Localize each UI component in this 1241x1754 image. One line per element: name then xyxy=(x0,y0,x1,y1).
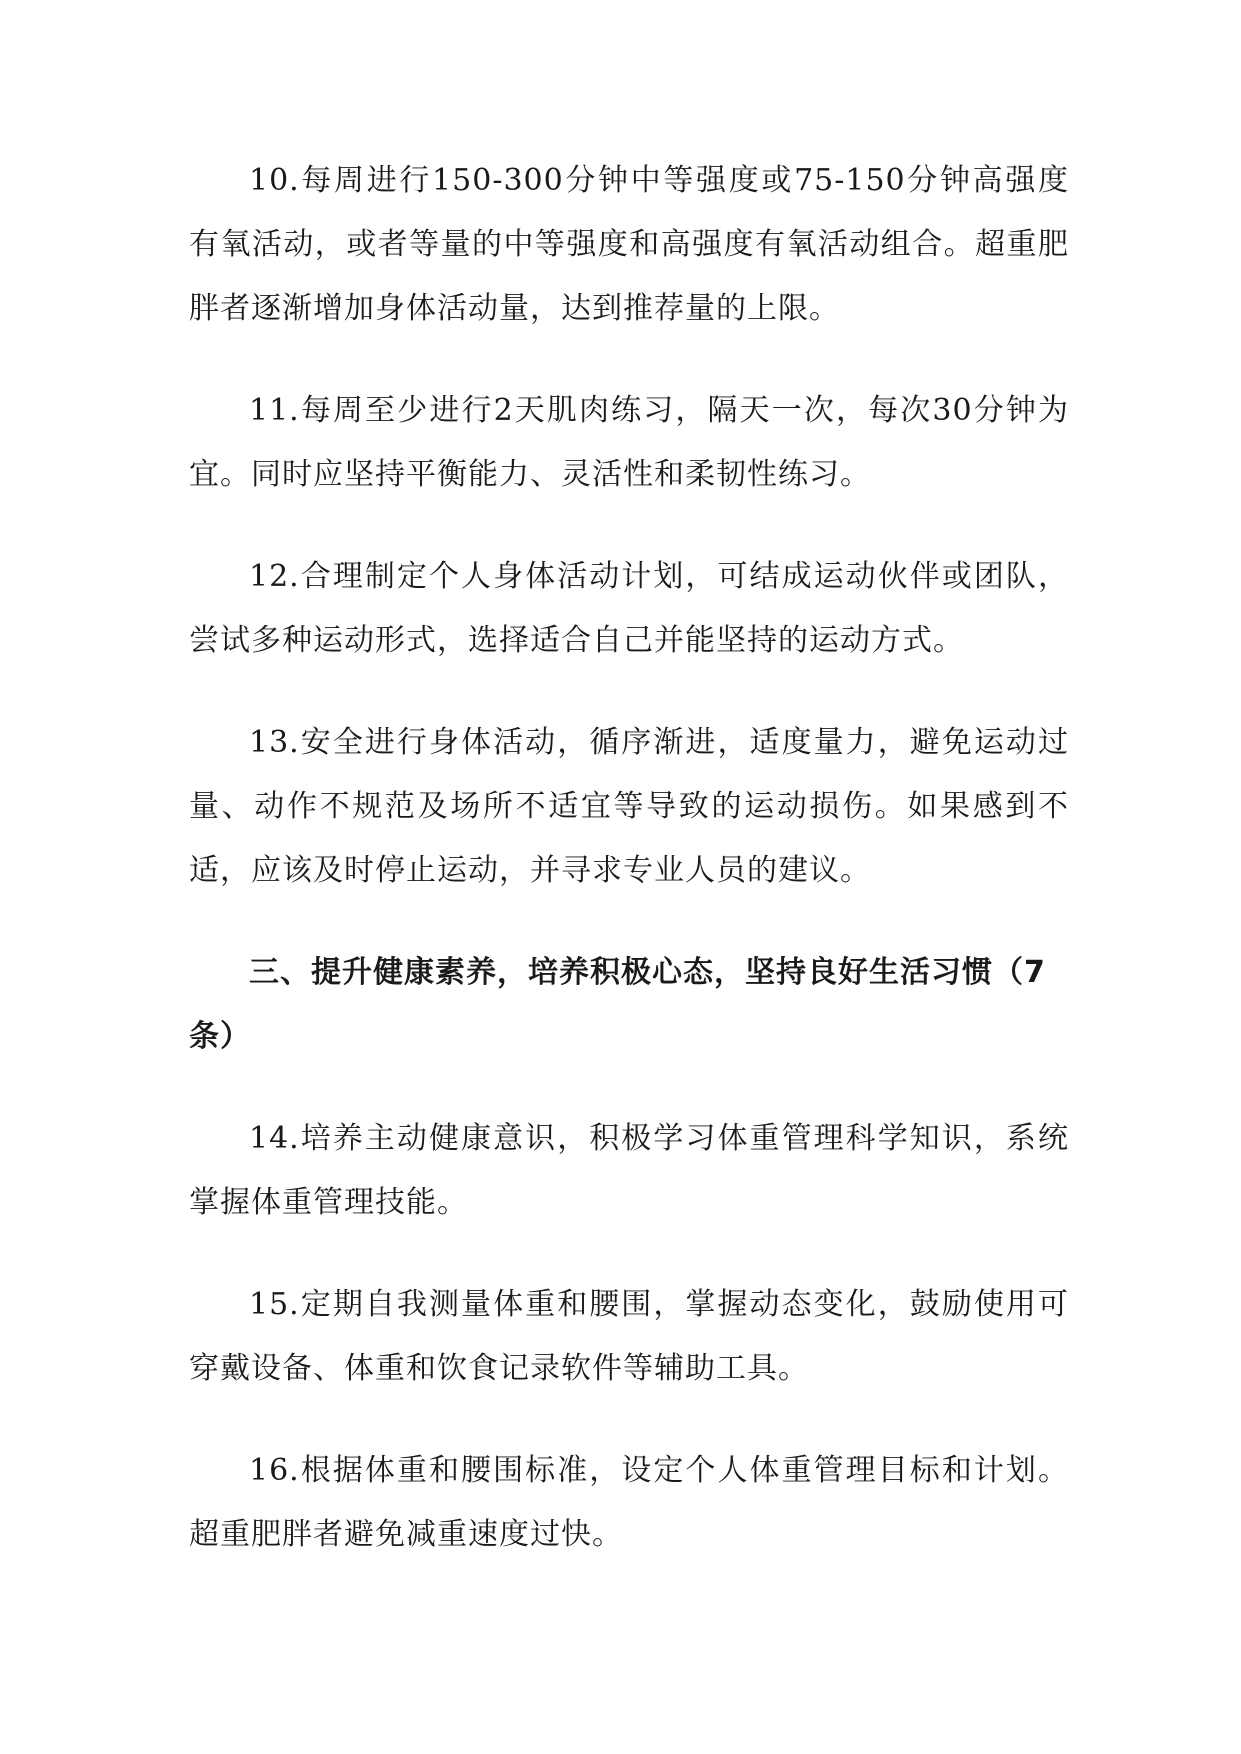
paragraph-gap xyxy=(189,673,1069,711)
section-heading: 三、提升健康素养，培养积极心态，坚持良好生活习惯（7条） xyxy=(189,955,1046,1054)
paragraph-gap xyxy=(189,1069,1069,1107)
paragraph-15: 15.定期自我测量体重和腰围，掌握动态变化，鼓励使用可穿戴设备、体重和饮食记录软件等辅助工具。 xyxy=(189,1287,1069,1386)
paragraph-gap xyxy=(189,1235,1069,1273)
paragraph-gap xyxy=(189,903,1069,941)
paragraph-13: 13.安全进行身体活动，循序渐进，适度量力，避免运动过量、动作不规范及场所不适宜等导致的运动损伤。如果感到不适，应该及时停止运动，并寻求专业人员的建议。 xyxy=(189,725,1069,888)
paragraph-14: 14.培养主动健康意识，积极学习体重管理科学知识，系统掌握体重管理技能。 xyxy=(189,1121,1069,1220)
paragraph-gap xyxy=(189,507,1069,545)
paragraph-gap xyxy=(189,341,1069,379)
paragraph-10: 10.每周进行150-300分钟中等强度或75-150分钟高强度有氧活动，或者等量的中等强度和高强度有氧活动组合。超重肥胖者逐渐增加身体活动量，达到推荐量的上限。 xyxy=(189,163,1069,326)
paragraph-gap xyxy=(189,1401,1069,1439)
paragraph-11: 11.每周至少进行2天肌肉练习，隔天一次，每次30分钟为宜。同时应坚持平衡能力、灵活性和柔韧性练习。 xyxy=(189,393,1069,492)
paragraph-16: 16.根据体重和腰围标准，设定个人体重管理目标和计划。超重肥胖者避免减重速度过快。 xyxy=(189,1453,1069,1552)
document-page xyxy=(189,149,1069,1567)
paragraph-12: 12.合理制定个人身体活动计划，可结成运动伙伴或团队，尝试多种运动形式，选择适合自己并能坚持的运动方式。 xyxy=(189,559,1069,658)
